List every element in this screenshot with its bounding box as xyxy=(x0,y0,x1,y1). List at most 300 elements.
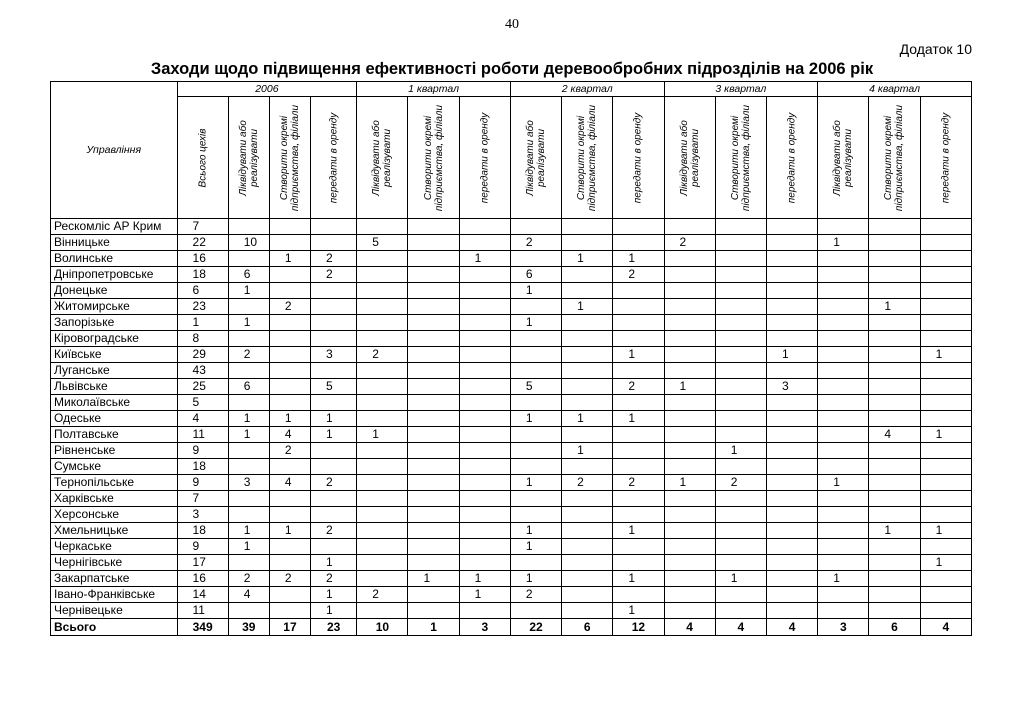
table-cell xyxy=(269,235,310,251)
table-row xyxy=(51,347,972,363)
table-cell xyxy=(920,379,971,395)
table-cell: 2 xyxy=(715,475,766,491)
table-cell xyxy=(818,283,869,299)
table-cell: 1 xyxy=(311,427,357,443)
table-cell xyxy=(562,283,613,299)
subcolumn-header xyxy=(177,97,228,219)
table-cell xyxy=(920,283,971,299)
table-cell xyxy=(664,491,715,507)
table-cell xyxy=(869,283,920,299)
table-cell: 1 xyxy=(613,347,664,363)
table-cell: 2 xyxy=(311,267,357,283)
table-header xyxy=(51,82,972,219)
table-cell xyxy=(766,539,817,555)
table-cell xyxy=(228,459,269,475)
table-row xyxy=(51,299,972,315)
table-cell: 1 xyxy=(664,379,715,395)
table-cell xyxy=(510,347,561,363)
table-cell xyxy=(818,555,869,571)
table-cell: 9 xyxy=(177,443,228,459)
subcolumn-header xyxy=(613,97,664,219)
table-cell xyxy=(357,363,408,379)
total-cell: 22 xyxy=(510,619,561,636)
table-cell xyxy=(228,251,269,267)
table-cell xyxy=(818,299,869,315)
table-cell xyxy=(459,539,510,555)
table-cell xyxy=(664,427,715,443)
table-cell xyxy=(818,603,869,619)
region-name: Чернігівське xyxy=(51,555,178,571)
region-name: Рескомліс АР Крим xyxy=(51,219,178,235)
table-cell xyxy=(715,315,766,331)
table-cell: 11 xyxy=(177,603,228,619)
subcolumn-header-label: Ліквідувати або реалізувати xyxy=(525,119,547,196)
table-cell xyxy=(715,363,766,379)
subcolumn-header xyxy=(228,97,269,219)
table-cell: 18 xyxy=(177,459,228,475)
table-cell xyxy=(869,539,920,555)
table-cell: 1 xyxy=(562,443,613,459)
table-cell xyxy=(510,491,561,507)
table-cell: 3 xyxy=(177,507,228,523)
subcolumn-header-label: Ліквідувати або реалізувати xyxy=(237,119,260,196)
table-cell xyxy=(715,539,766,555)
table-cell xyxy=(715,347,766,363)
table-cell xyxy=(920,491,971,507)
total-row xyxy=(51,619,972,636)
subcolumn-header-label: передати в оренду xyxy=(632,112,644,203)
table-cell xyxy=(357,475,408,491)
table-cell xyxy=(408,251,459,267)
table-cell: 1 xyxy=(228,523,269,539)
total-cell: 1 xyxy=(408,619,459,636)
table-row xyxy=(51,427,972,443)
table-cell: 2 xyxy=(228,347,269,363)
region-name: Івано-Франківське xyxy=(51,587,178,603)
table-cell xyxy=(920,235,971,251)
table-cell xyxy=(459,315,510,331)
table-cell: 1 xyxy=(311,603,357,619)
total-cell: 4 xyxy=(664,619,715,636)
table-cell: 5 xyxy=(357,235,408,251)
table-cell xyxy=(510,251,561,267)
table-cell xyxy=(613,235,664,251)
table-cell xyxy=(459,219,510,235)
table-cell xyxy=(766,315,817,331)
table-cell xyxy=(920,539,971,555)
table-cell xyxy=(869,379,920,395)
table-cell: 1 xyxy=(818,571,869,587)
total-cell: 6 xyxy=(562,619,613,636)
table-cell xyxy=(228,219,269,235)
table-cell: 18 xyxy=(177,523,228,539)
table-cell xyxy=(357,267,408,283)
table-cell xyxy=(766,411,817,427)
page-number: 40 xyxy=(505,17,519,32)
table-cell xyxy=(269,491,310,507)
table-cell: 10 xyxy=(228,235,269,251)
table-cell xyxy=(562,395,613,411)
subcolumn-header-label: передати в оренду xyxy=(940,112,952,203)
table-cell xyxy=(408,331,459,347)
table-cell xyxy=(766,235,817,251)
table-cell xyxy=(715,379,766,395)
region-name: Чернівецьке xyxy=(51,603,178,619)
table-cell xyxy=(459,347,510,363)
table-cell xyxy=(766,331,817,347)
table-cell xyxy=(459,523,510,539)
table-cell: 6 xyxy=(510,267,561,283)
table-cell: 1 xyxy=(228,411,269,427)
table-row xyxy=(51,411,972,427)
table-cell: 1 xyxy=(613,411,664,427)
table-cell xyxy=(766,459,817,475)
table-cell xyxy=(869,587,920,603)
region-name: Рівненське xyxy=(51,443,178,459)
table-cell xyxy=(408,347,459,363)
table-cell xyxy=(357,555,408,571)
table-cell xyxy=(613,363,664,379)
total-cell: 23 xyxy=(311,619,357,636)
table-cell xyxy=(311,395,357,411)
table-cell: 6 xyxy=(228,267,269,283)
subcolumn-header-label: передати в оренду xyxy=(479,112,491,203)
table-cell: 22 xyxy=(177,235,228,251)
table-cell xyxy=(459,235,510,251)
table-cell xyxy=(818,491,869,507)
table-cell xyxy=(459,331,510,347)
region-name: Волинське xyxy=(51,251,178,267)
table-cell xyxy=(715,459,766,475)
subcolumn-header-label: передати в оренду xyxy=(328,112,340,203)
table-cell xyxy=(766,523,817,539)
table-cell xyxy=(228,507,269,523)
region-name: Харківське xyxy=(51,491,178,507)
table-cell xyxy=(562,587,613,603)
table-cell xyxy=(269,331,310,347)
table-cell xyxy=(459,379,510,395)
table-cell xyxy=(357,507,408,523)
table-cell xyxy=(613,395,664,411)
table-row xyxy=(51,507,972,523)
table-cell xyxy=(228,299,269,315)
table-cell: 1 xyxy=(818,475,869,491)
table-cell: 1 xyxy=(228,427,269,443)
subcolumn-header-label: Ліквідувати або реалізувати xyxy=(371,119,394,196)
region-name: Закарпатське xyxy=(51,571,178,587)
table-cell xyxy=(408,411,459,427)
table-cell xyxy=(562,347,613,363)
total-cell: 4 xyxy=(715,619,766,636)
subcolumn-header xyxy=(818,97,869,219)
table-cell: 2 xyxy=(357,347,408,363)
table-cell: 2 xyxy=(269,571,310,587)
table-cell xyxy=(459,267,510,283)
table-cell xyxy=(311,219,357,235)
table-cell xyxy=(664,507,715,523)
table-cell xyxy=(715,603,766,619)
table-row xyxy=(51,251,972,267)
table-cell xyxy=(869,315,920,331)
table-cell: 4 xyxy=(269,427,310,443)
table-cell xyxy=(357,219,408,235)
table-cell: 7 xyxy=(177,219,228,235)
table-cell xyxy=(869,603,920,619)
table-cell xyxy=(459,603,510,619)
table-cell xyxy=(228,443,269,459)
table-cell xyxy=(920,603,971,619)
table-cell xyxy=(613,555,664,571)
table-cell xyxy=(228,363,269,379)
table-cell xyxy=(510,299,561,315)
table-cell xyxy=(459,283,510,299)
table-cell xyxy=(664,555,715,571)
total-cell: 12 xyxy=(613,619,664,636)
table-cell xyxy=(818,443,869,459)
table-cell xyxy=(562,539,613,555)
table-cell xyxy=(459,443,510,459)
table-cell xyxy=(357,571,408,587)
table-cell xyxy=(311,363,357,379)
table-cell xyxy=(311,331,357,347)
table-cell: 6 xyxy=(177,283,228,299)
total-cell: 3 xyxy=(818,619,869,636)
subcolumn-header xyxy=(357,97,408,219)
table-cell: 1 xyxy=(177,315,228,331)
table-cell xyxy=(920,363,971,379)
table-cell xyxy=(357,443,408,459)
group-header-q3: 3 квартал xyxy=(664,82,818,97)
table-cell xyxy=(510,395,561,411)
table-cell: 8 xyxy=(177,331,228,347)
total-cell: 4 xyxy=(766,619,817,636)
table-cell xyxy=(869,235,920,251)
region-name: Запорізьке xyxy=(51,315,178,331)
table-cell: 2 xyxy=(510,235,561,251)
table-cell xyxy=(269,507,310,523)
subcolumn-header xyxy=(269,97,310,219)
table-cell xyxy=(818,219,869,235)
table-cell xyxy=(408,475,459,491)
table-cell: 1 xyxy=(311,555,357,571)
table-cell: 2 xyxy=(562,475,613,491)
table-cell: 1 xyxy=(664,475,715,491)
table-cell xyxy=(408,491,459,507)
table-cell xyxy=(715,411,766,427)
table-cell xyxy=(766,299,817,315)
table-cell xyxy=(408,235,459,251)
table-cell: 2 xyxy=(311,475,357,491)
table-cell: 3 xyxy=(766,379,817,395)
table-cell xyxy=(269,363,310,379)
table-cell xyxy=(613,427,664,443)
table-cell xyxy=(715,507,766,523)
table-cell xyxy=(664,603,715,619)
subcolumn-header-label: Створити окремі підприємства, філіали xyxy=(422,104,445,211)
table-row xyxy=(51,395,972,411)
table-cell: 1 xyxy=(510,411,561,427)
group-header-q2: 2 квартал xyxy=(510,82,664,97)
table-row xyxy=(51,587,972,603)
table-cell: 1 xyxy=(311,411,357,427)
table-cell xyxy=(715,267,766,283)
subcolumn-header-label: Створити окремі підприємства, філіали xyxy=(883,104,906,211)
table-cell xyxy=(715,587,766,603)
table-cell xyxy=(269,603,310,619)
table-cell xyxy=(269,219,310,235)
table-cell xyxy=(613,331,664,347)
table-row xyxy=(51,491,972,507)
total-cell: 10 xyxy=(357,619,408,636)
table-cell: 2 xyxy=(613,379,664,395)
table-cell xyxy=(920,443,971,459)
table-cell xyxy=(715,283,766,299)
table-cell: 1 xyxy=(510,475,561,491)
table-cell: 1 xyxy=(613,571,664,587)
table-row xyxy=(51,523,972,539)
table-cell xyxy=(920,331,971,347)
table-cell: 1 xyxy=(510,283,561,299)
table-cell: 1 xyxy=(920,555,971,571)
table-cell xyxy=(613,539,664,555)
region-name: Донецьке xyxy=(51,283,178,299)
table-cell: 1 xyxy=(408,571,459,587)
table-cell: 2 xyxy=(228,571,269,587)
subcolumn-header xyxy=(920,97,971,219)
table-cell xyxy=(613,315,664,331)
measures-table xyxy=(50,81,972,636)
table-cell xyxy=(459,411,510,427)
table-cell: 6 xyxy=(228,379,269,395)
table-cell xyxy=(766,219,817,235)
table-cell xyxy=(357,299,408,315)
subcolumn-header-label: Всього цехів xyxy=(197,128,209,187)
table-cell xyxy=(869,443,920,459)
table-cell xyxy=(766,427,817,443)
subcolumn-header xyxy=(562,97,613,219)
table-cell xyxy=(664,331,715,347)
table-cell: 1 xyxy=(459,587,510,603)
table-cell xyxy=(510,427,561,443)
table-cell: 4 xyxy=(269,475,310,491)
table-cell: 43 xyxy=(177,363,228,379)
table-row xyxy=(51,219,972,235)
table-cell xyxy=(869,347,920,363)
table-cell xyxy=(510,603,561,619)
subcolumn-header xyxy=(766,97,817,219)
table-cell xyxy=(311,235,357,251)
table-cell: 1 xyxy=(715,443,766,459)
table-cell: 1 xyxy=(228,283,269,299)
table-cell xyxy=(269,347,310,363)
table-cell xyxy=(613,443,664,459)
table-cell xyxy=(766,251,817,267)
region-name: Хмельницьке xyxy=(51,523,178,539)
table-row xyxy=(51,235,972,251)
table-cell xyxy=(311,459,357,475)
table-cell xyxy=(459,491,510,507)
table-cell: 4 xyxy=(228,587,269,603)
table-cell xyxy=(311,491,357,507)
subcolumn-header xyxy=(408,97,459,219)
table-cell xyxy=(766,587,817,603)
region-name: Миколаївське xyxy=(51,395,178,411)
subcolumn-header-label: Ліквідувати або реалізувати xyxy=(678,119,701,196)
table-cell xyxy=(818,459,869,475)
table-cell xyxy=(408,603,459,619)
table-cell: 3 xyxy=(311,347,357,363)
subcolumn-header-label: Створити окремі підприємства, філіали xyxy=(576,104,599,211)
group-header-q4: 4 квартал xyxy=(818,82,972,97)
total-cell: 39 xyxy=(228,619,269,636)
table-cell xyxy=(357,411,408,427)
table-cell xyxy=(818,315,869,331)
table-cell xyxy=(357,539,408,555)
table-cell xyxy=(920,251,971,267)
table-cell xyxy=(869,331,920,347)
appendix-label: Додаток 10 xyxy=(899,41,972,57)
table-cell xyxy=(408,507,459,523)
table-cell xyxy=(269,539,310,555)
subcolumn-header-label: Створити окремі підприємства, філіали xyxy=(278,104,301,211)
table-cell xyxy=(818,523,869,539)
table-cell xyxy=(562,315,613,331)
table-cell xyxy=(715,299,766,315)
table-cell xyxy=(562,555,613,571)
table-cell xyxy=(664,539,715,555)
table-cell xyxy=(818,539,869,555)
table-cell xyxy=(715,235,766,251)
table-cell xyxy=(920,587,971,603)
table-cell: 1 xyxy=(562,251,613,267)
table-cell xyxy=(408,587,459,603)
table-cell: 1 xyxy=(818,235,869,251)
table-cell xyxy=(510,331,561,347)
table-cell: 9 xyxy=(177,475,228,491)
table-cell xyxy=(818,427,869,443)
table-cell xyxy=(869,571,920,587)
table-cell xyxy=(715,491,766,507)
table-cell xyxy=(510,459,561,475)
table-cell: 1 xyxy=(613,523,664,539)
subcolumn-header-label: передати в оренду xyxy=(786,112,798,203)
subcolumn-header xyxy=(311,97,357,219)
table-cell: 1 xyxy=(715,571,766,587)
table-cell xyxy=(920,315,971,331)
table-cell xyxy=(357,315,408,331)
table-cell xyxy=(510,507,561,523)
table-cell xyxy=(357,379,408,395)
table-cell xyxy=(613,283,664,299)
table-cell xyxy=(715,427,766,443)
table-cell: 2 xyxy=(269,299,310,315)
table-cell xyxy=(664,411,715,427)
table-cell xyxy=(562,379,613,395)
table-cell xyxy=(408,539,459,555)
table-cell xyxy=(664,283,715,299)
table-cell xyxy=(766,555,817,571)
table-cell xyxy=(562,219,613,235)
table-cell xyxy=(664,523,715,539)
table-cell: 1 xyxy=(510,523,561,539)
table-cell xyxy=(357,459,408,475)
table-cell xyxy=(408,555,459,571)
subcolumn-header-label: Ліквідувати або реалізувати xyxy=(832,119,855,196)
table-cell xyxy=(510,219,561,235)
table-cell xyxy=(715,331,766,347)
table-cell: 1 xyxy=(459,251,510,267)
table-cell xyxy=(818,251,869,267)
